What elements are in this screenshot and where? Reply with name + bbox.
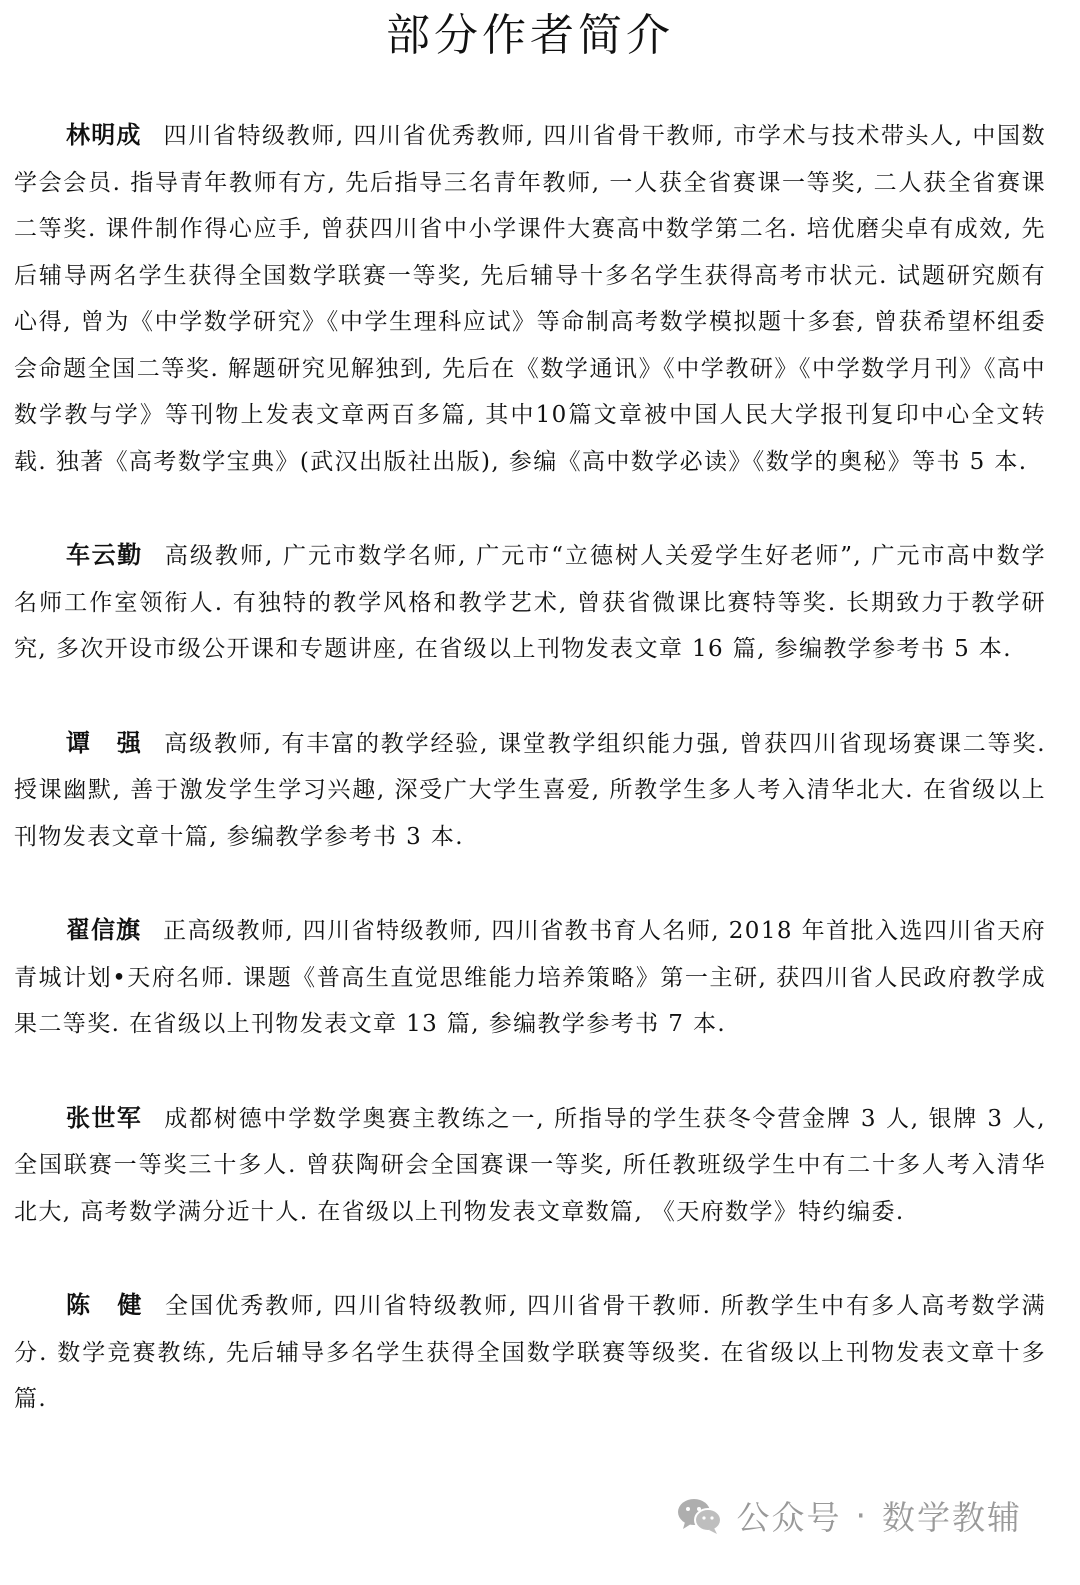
author-name: 陈 健 (66, 1291, 144, 1319)
author-name: 翟信旗 (66, 916, 142, 944)
author-bio (14, 532, 1046, 673)
author-bio (14, 1282, 1046, 1423)
author-bio-text: 全国优秀教师, 四川省特级教师, 四川省骨干教师. 所教学生中有多人高考数学满分. 数学竞赛教练, 先后辅导多名学生获得全国数学联赛等级奖. 在省级以上刊物发表文章十多篇. (14, 1293, 1046, 1412)
author-name: 张世军 (66, 1103, 143, 1132)
author-bio-text: 成都树德中学数学奥赛主教练之一, 所指导的学生获冬令营金牌 3 人, 银牌 3 人, 全国联赛一等奖三十多人. 曾获陶研会全国赛课一等奖, 所任教班级学生中有二十多人考入清华北大, 高考数学满分近十人. 在省级以上刊物发表文章数篇, 《天府数学》特约编委. (14, 1105, 1047, 1225)
author-bio (14, 720, 1046, 861)
author-bios (14, 112, 1046, 1423)
watermark-platform: 公众号 (736, 1498, 842, 1537)
author-name: 车云勤 (66, 541, 143, 569)
author-bio (14, 1095, 1046, 1236)
watermark-separator: · (855, 1496, 868, 1535)
author-name: 林明成 (66, 121, 142, 149)
author-bio-text: 四川省特级教师, 四川省优秀教师, 四川省骨干教师, 市学术与技术带头人, 中国数学会会员. 指导青年教师有方, 先后指导三名青年教师, 一人获全省赛课一等奖, 二人获全省赛课二等奖. 课件制作得心应手, 曾获四川省中小学课件大赛高中数学第二名. 培优磨尖卓有成效, 先后辅导两名学生获得全国数学联赛一等奖, 先后辅导十多名学生获得高考市状元. 试题研究颇有心得, 曾为《中学数学研究》《中学生理科应试》等命制高考数学模拟题十多套, 曾获希望杯组委会命题全国二等奖. 解题研究见解独到, 先后在《数学通讯》《中学教研》《中学数学月刊》《高中数学教与学》等刊物上发表文章两百多篇, 其中10篇文章被中国人民大学报刊复印中心全文转载. 独著《高考数学宝典》(武汉出版社出版), 参编《高中数学必读》《数学的奥秘》等书 5 本. (14, 123, 1046, 475)
author-bio-text: 正高级教师, 四川省特级教师, 四川省教书育人名师, 2018 年首批入选四川省天府青城计划•天府名师. 课题《普高生直觉思维能力培养策略》第一主研, 获四川省人民政府教学成果二等奖. 在省级以上刊物发表文章 13 篇, 参编教学参考书 7 本. (14, 918, 1046, 1037)
author-bio-text: 高级教师, 广元市数学名师, 广元市“立德树人关爱学生好老师”, 广元市高中数学名师工作室领衔人. 有独特的教学风格和教学艺术, 曾获省微课比赛特等奖. 长期致力于教学研究, 多次开设市级公开课和专题讲座, 在省级以上刊物发表文章 16 篇, 参编教学参考书 5 本. (14, 543, 1047, 662)
author-bio-text: 高级教师, 有丰富的教学经验, 课堂教学组织能力强, 曾获四川省现场赛课二等奖. 授课幽默, 善于激发学生学习兴趣, 深受广大学生喜爱, 所教学生多人考入清华北大. 在省级以上刊物发表文章十篇, 参编教学参考书 3 本. (14, 730, 1046, 850)
author-bio (14, 112, 1046, 485)
author-bio (14, 907, 1046, 1048)
wechat-icon (675, 1496, 725, 1536)
author-name: 谭 强 (66, 728, 143, 757)
page-title: 部分作者简介 (386, 10, 674, 61)
watermark (675, 1492, 1023, 1539)
watermark-account: 数学教辅 (882, 1498, 1022, 1537)
